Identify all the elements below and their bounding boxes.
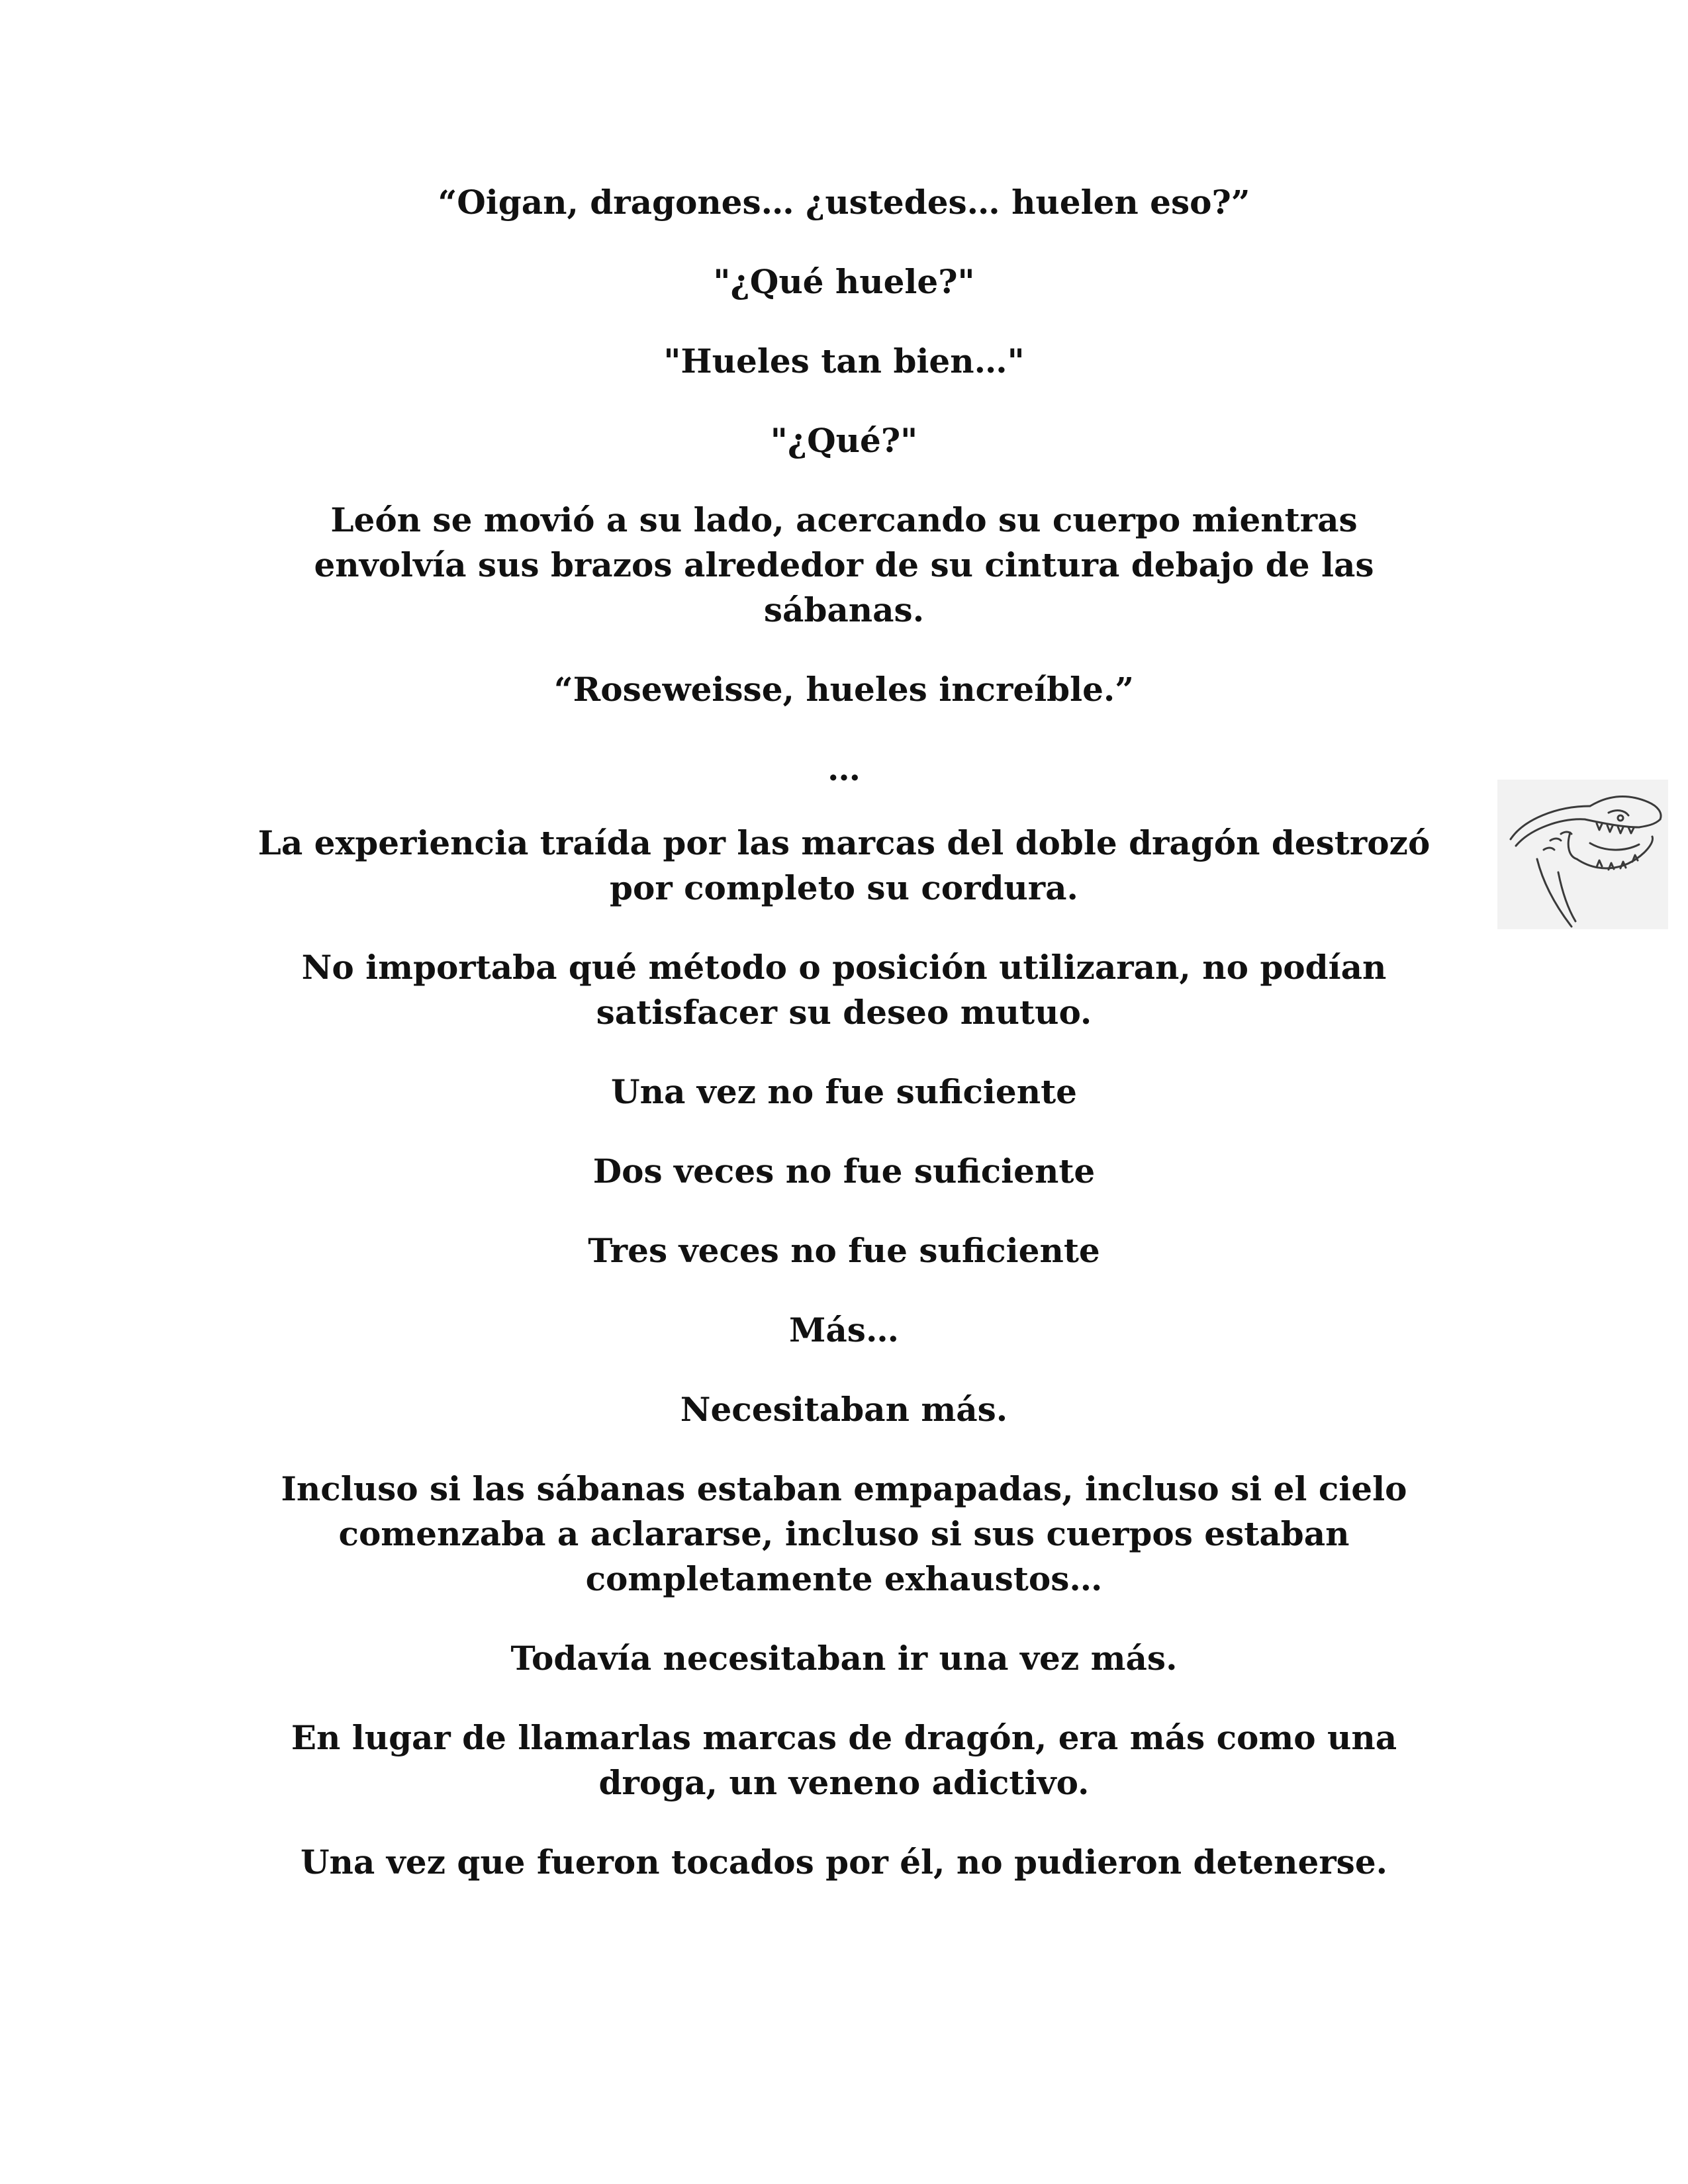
paragraph-4: "¿Qué?": [770, 421, 918, 460]
paragraph-15: Incluso si las sábanas estaban empapadas, incluso si el cielo comenzaba a aclararse, incluso si sus cuerpos estaban completamente exhaustos…: [281, 1469, 1407, 1598]
paragraph-6: “Roseweisse, hueles increíble.”: [553, 670, 1135, 709]
paragraph-8: La experiencia traída por las marcas del doble dragón destrozó por completo su cordura.: [258, 823, 1430, 907]
paragraph-1: “Oigan, dragones… ¿ustedes… huelen eso?”: [438, 183, 1250, 222]
scene-break: …: [827, 749, 861, 788]
paragraph-3: "Hueles tan bien…": [663, 341, 1025, 381]
paragraph-10: Una vez no fue suficiente: [611, 1072, 1077, 1111]
paragraph-5: León se movió a su lado, acercando su cuerpo mientras envolvía sus brazos alrededor de su cintura debajo de las sábanas.: [314, 500, 1374, 629]
paragraph-9: No importaba qué método o posición utilizaran, no podían satisfacer su deseo mutuo.: [301, 948, 1387, 1032]
paragraph-16: Todavía necesitaban ir una vez más.: [510, 1639, 1178, 1678]
paragraph-17: En lugar de llamarlas marcas de dragón, era más como una droga, un veneno adictivo.: [291, 1718, 1397, 1802]
paragraph-12: Tres veces no fue suficiente: [588, 1231, 1100, 1270]
story-text: [252, 180, 1436, 1919]
paragraph-14: Necesitaban más.: [680, 1390, 1008, 1429]
dragon-head-icon: [1497, 780, 1668, 929]
paragraph-18: Una vez que fueron tocados por él, no pudieron detenerse.: [300, 1843, 1388, 1882]
paragraph-13: Más…: [789, 1310, 899, 1349]
paragraph-2: "¿Qué huele?": [713, 262, 975, 301]
paragraph-11: Dos veces no fue suficiente: [592, 1152, 1096, 1191]
